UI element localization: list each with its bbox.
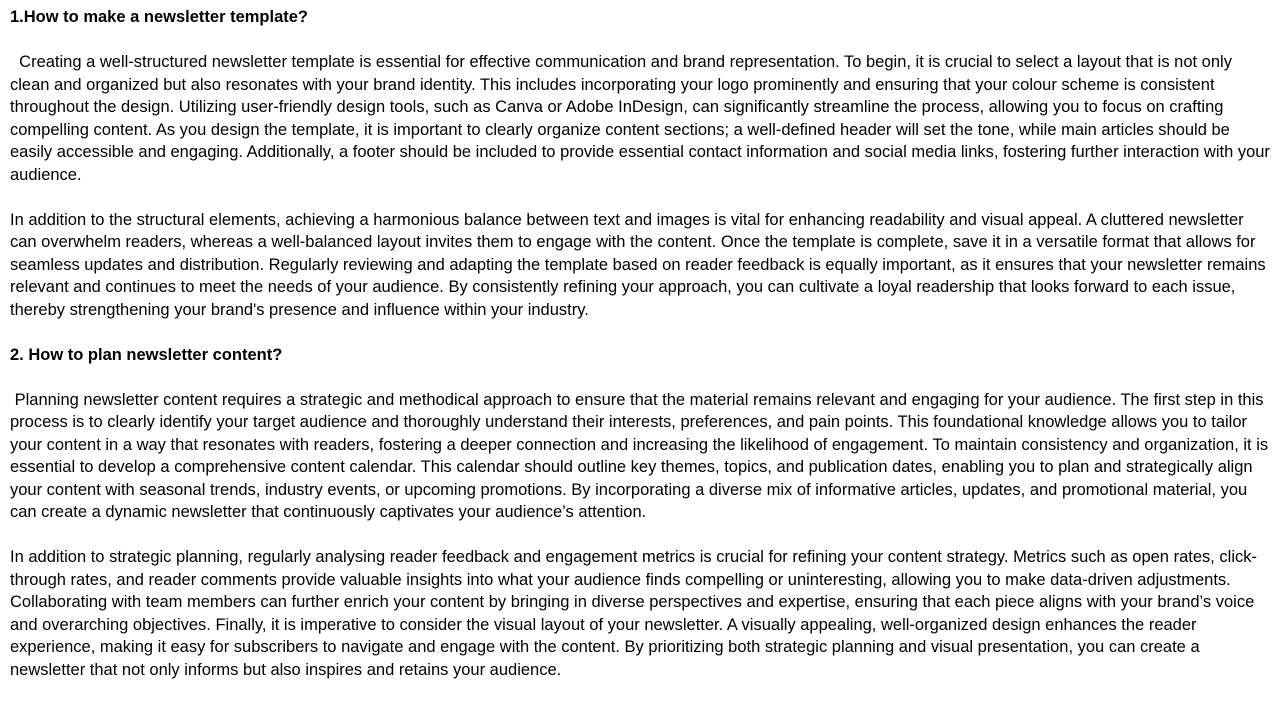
spacer [10,366,1272,389]
section-heading: 2. How to plan newsletter content? [10,345,283,364]
section-heading: 1.How to make a newsletter template? [10,8,309,26]
paragraph: In addition to strategic planning, regularly analysing reader feedback and engagement metrics is crucial for refining your content strategy. Metrics such as open rates, click-through rates, and reader comments provide valuable insights into what your audience finds compelling or uninteresting, allowing you to make data-driven adjustments. Collaborating with team members can further enrich your content by bringing in diverse perspectives and expertise, ensuring that each piece aligns with your brand’s voice and overarching objectives. Finally, it is imperative to consider the visual layout of your newsletter. A visually appealing, well-organized design enhances the reader experience, making it easy for subscribers to navigate and engage with the content. By prioritizing both strategic planning and visual presentation, you can create a newsletter that not only informs but also inspires and retains your audience. [10,548,1259,679]
spacer [10,321,1272,344]
spacer [10,186,1272,209]
document-body [10,6,1275,681]
paragraph: Creating a well-structured newsletter template is essential for effective communication and brand representation. To begin, it is crucial to select a layout that is not only clean and organized but also resonates with your brand identity. This includes incorporating your logo prominently and ensuring that your colour scheme is consistent throughout the design. Utilizing user-friendly design tools, such as Canva or Adobe InDesign, can significantly streamline the process, allowing you to focus on crafting compelling content. As you design the template, it is important to clearly organize content sections; a well-defined header will set the tone, while main articles should be easily accessible and engaging. Additionally, a footer should be included to provide essential contact information and social media links, fostering further interaction with your audience. [10,53,1275,184]
paragraph: Planning newsletter content requires a strategic and methodical approach to ensure that the material remains relevant and engaging for your audience. The first step in this process is to clearly identify your target audience and thoroughly understand their interests, preferences, and pain points. This foundational knowledge allows you to tailor your content in a way that resonates with readers, fostering a deeper connection and increasing the likelihood of engagement. To maintain consistency and organization, it is essential to develop a comprehensive content calendar. This calendar should outline key themes, topics, and publication dates, enabling you to plan and strategically align your content with seasonal trends, industry events, or upcoming promotions. By incorporating a diverse mix of informative articles, updates, and promotional material, you can create a dynamic newsletter that continuously captivates your audience’s attention. [10,390,1273,521]
paragraph: In addition to the structural elements, achieving a harmonious balance between text and images is vital for enhancing readability and visual appeal. A cluttered newsletter can overwhelm readers, whereas a well-balanced layout invites them to engage with the content. Once the template is complete, save it in a versatile format that allows for seamless updates and distribution. Regularly reviewing and adapting the template based on reader feedback is equally important, as it ensures that your newsletter remains relevant and continues to meet the needs of your audience. By consistently refining your approach, you can cultivate a loyal readership that looks forward to each issue, thereby strengthening your brand's presence and influence within your industry. [10,210,1271,319]
spacer [10,524,1272,547]
spacer [10,29,1272,52]
